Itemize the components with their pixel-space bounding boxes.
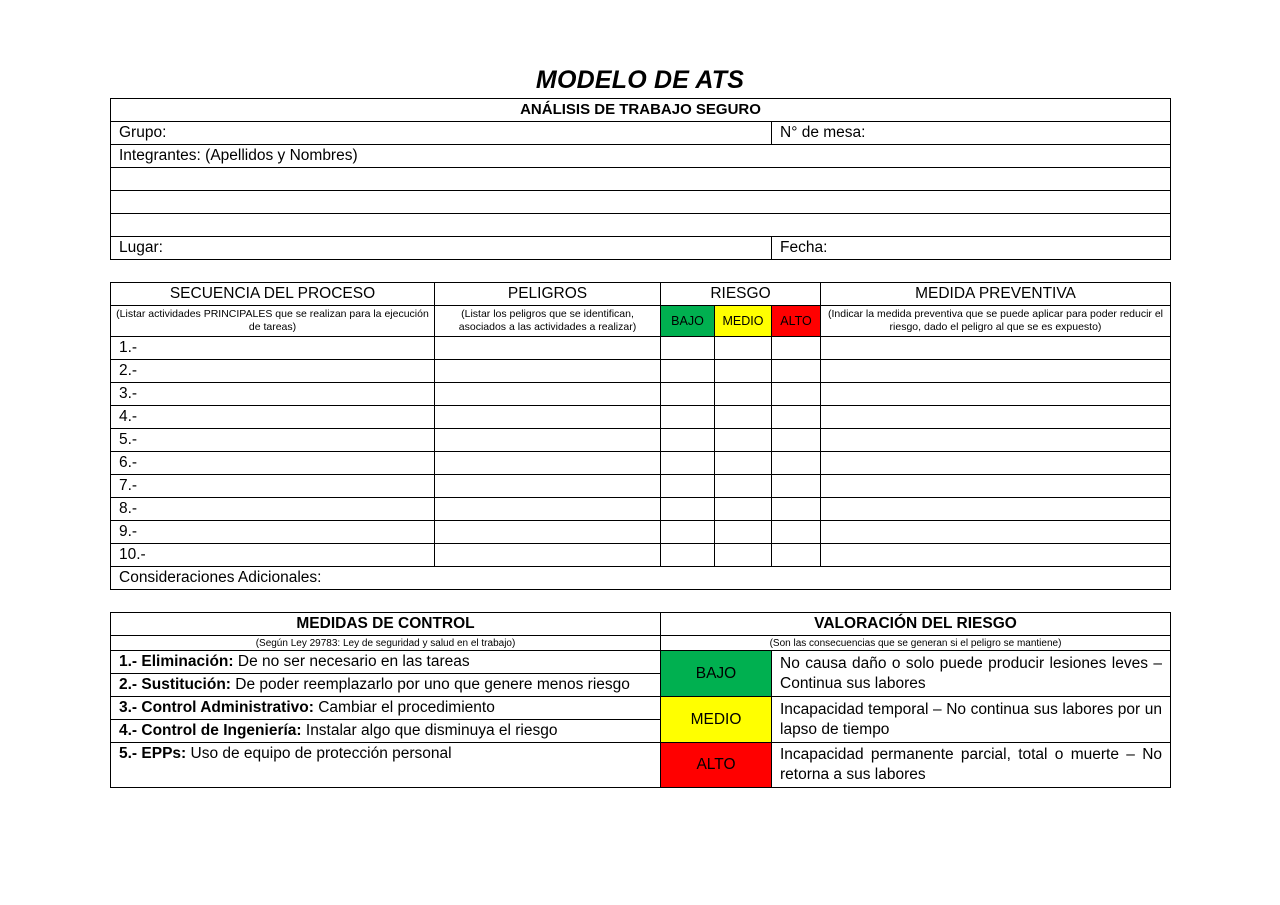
col-peligros: PELIGROS — [435, 283, 661, 306]
grupo-field[interactable]: Grupo: — [111, 122, 772, 145]
level-alto: ALTO — [661, 743, 772, 788]
table-row — [111, 360, 1171, 383]
medio-cell[interactable] — [715, 429, 772, 452]
peligro-cell[interactable] — [435, 544, 661, 567]
alto-cell[interactable] — [772, 360, 821, 383]
medida-cell[interactable] — [821, 498, 1171, 521]
medida-cell[interactable] — [821, 475, 1171, 498]
bajo-cell[interactable] — [661, 429, 715, 452]
medida-cell[interactable] — [821, 383, 1171, 406]
medio-cell[interactable] — [715, 521, 772, 544]
table-row — [111, 406, 1171, 429]
peligro-cell[interactable] — [435, 452, 661, 475]
row-number[interactable]: 3.- — [111, 383, 435, 406]
row-number[interactable]: 1.- — [111, 337, 435, 360]
level-alto-desc: Incapacidad permanente parcial, total o muerte – No retorna a sus labores — [772, 743, 1171, 788]
bajo-cell[interactable] — [661, 498, 715, 521]
integrantes-label: Integrantes: (Apellidos y Nombres) — [111, 145, 1171, 168]
riesgo-alto-label: ALTO — [772, 306, 821, 337]
col-secuencia: SECUENCIA DEL PROCESO — [111, 283, 435, 306]
bajo-cell[interactable] — [661, 406, 715, 429]
control-item-title: 3.- Control Administrativo: — [119, 699, 314, 716]
subtitle: ANÁLISIS DE TRABAJO SEGURO — [111, 99, 1171, 122]
control-item-title: 2.- Sustitución: — [119, 676, 231, 693]
control-item-3 — [111, 697, 661, 720]
control-item-text: De no ser necesario en las tareas — [233, 653, 470, 670]
table-row — [111, 337, 1171, 360]
fecha-field[interactable]: Fecha: — [772, 237, 1171, 260]
bajo-cell[interactable] — [661, 383, 715, 406]
medida-cell[interactable] — [821, 521, 1171, 544]
peligro-cell[interactable] — [435, 475, 661, 498]
table-row — [111, 544, 1171, 567]
row-number[interactable]: 6.- — [111, 452, 435, 475]
integrantes-line-3[interactable] — [111, 214, 1171, 237]
bajo-cell[interactable] — [661, 521, 715, 544]
alto-cell[interactable] — [772, 475, 821, 498]
medio-cell[interactable] — [715, 452, 772, 475]
mesa-field[interactable]: N° de mesa: — [772, 122, 1171, 145]
riesgo-bajo-label: BAJO — [661, 306, 715, 337]
head-valoracion: VALORACIÓN DEL RIESGO — [661, 613, 1171, 636]
alto-cell[interactable] — [772, 498, 821, 521]
medio-cell[interactable] — [715, 406, 772, 429]
bajo-cell[interactable] — [661, 475, 715, 498]
control-item-2 — [111, 674, 661, 697]
control-item-1 — [111, 651, 661, 674]
col-riesgo: RIESGO — [661, 283, 821, 306]
control-table — [110, 612, 1171, 788]
alto-cell[interactable] — [772, 544, 821, 567]
medio-cell[interactable] — [715, 544, 772, 567]
level-medio: MEDIO — [661, 697, 772, 743]
alto-cell[interactable] — [772, 452, 821, 475]
row-number[interactable]: 5.- — [111, 429, 435, 452]
control-item-text: De poder reemplazarlo por uno que genere menos riesgo — [230, 676, 630, 693]
header-table — [110, 98, 1171, 260]
medio-cell[interactable] — [715, 360, 772, 383]
control-item-text: Uso de equipo de protección personal — [186, 745, 452, 762]
integrantes-line-2[interactable] — [111, 191, 1171, 214]
alto-cell[interactable] — [772, 429, 821, 452]
medio-cell[interactable] — [715, 475, 772, 498]
row-number[interactable]: 10.- — [111, 544, 435, 567]
bajo-cell[interactable] — [661, 360, 715, 383]
process-table — [110, 282, 1171, 590]
medida-cell[interactable] — [821, 544, 1171, 567]
integrantes-line-1[interactable] — [111, 168, 1171, 191]
table-row — [111, 521, 1171, 544]
table-row — [111, 475, 1171, 498]
peligro-cell[interactable] — [435, 521, 661, 544]
control-item-title: 5.- EPPs: — [119, 745, 187, 762]
alto-cell[interactable] — [772, 383, 821, 406]
peligro-cell[interactable] — [435, 498, 661, 521]
peligro-cell[interactable] — [435, 383, 661, 406]
control-item-text: Instalar algo que disminuya el riesgo — [301, 722, 558, 739]
page-title: MODELO DE ATS — [535, 66, 745, 94]
alto-cell[interactable] — [772, 337, 821, 360]
medio-cell[interactable] — [715, 337, 772, 360]
control-item-title: 1.- Eliminación: — [119, 653, 234, 670]
bajo-cell[interactable] — [661, 337, 715, 360]
control-item-4 — [111, 720, 661, 743]
control-item-text: Cambiar el procedimiento — [313, 699, 495, 716]
lugar-field[interactable]: Lugar: — [111, 237, 772, 260]
medida-cell[interactable] — [821, 360, 1171, 383]
table-row — [111, 498, 1171, 521]
peligro-cell[interactable] — [435, 360, 661, 383]
control-item-5 — [111, 743, 661, 788]
bajo-cell[interactable] — [661, 452, 715, 475]
medio-cell[interactable] — [715, 383, 772, 406]
medida-cell[interactable] — [821, 406, 1171, 429]
table-row — [111, 452, 1171, 475]
note-medida: (Indicar la medida preventiva que se puede aplicar para poder reducir el riesgo, dado el peligro al que se es expuesto) — [821, 306, 1171, 337]
note-valoracion: (Son las consecuencias que se generan si el peligro se mantiene) — [661, 636, 1171, 651]
level-bajo: BAJO — [661, 651, 772, 697]
medida-cell[interactable] — [821, 429, 1171, 452]
row-number[interactable]: 8.- — [111, 498, 435, 521]
table-row — [111, 383, 1171, 406]
medida-cell[interactable] — [821, 452, 1171, 475]
col-medida: MEDIDA PREVENTIVA — [821, 283, 1171, 306]
alto-cell[interactable] — [772, 406, 821, 429]
level-medio-desc: Incapacidad temporal – No continua sus labores por un lapso de tiempo — [772, 697, 1171, 743]
row-number[interactable]: 7.- — [111, 475, 435, 498]
medida-cell[interactable] — [821, 337, 1171, 360]
note-peligros: (Listar los peligros que se identifican, asociados a las actividades a realizar) — [435, 306, 661, 337]
note-medidas: (Según Ley 29783: Ley de seguridad y salud en el trabajo) — [111, 636, 661, 651]
peligro-cell[interactable] — [435, 406, 661, 429]
row-number[interactable]: 2.- — [111, 360, 435, 383]
head-medidas: MEDIDAS DE CONTROL — [111, 613, 661, 636]
note-secuencia: (Listar actividades PRINCIPALES que se realizan para la ejecución de tareas) — [111, 306, 435, 337]
riesgo-medio-label: MEDIO — [715, 306, 772, 337]
control-item-title: 4.- Control de Ingeniería: — [119, 722, 302, 739]
medio-cell[interactable] — [715, 498, 772, 521]
consideraciones-field[interactable]: Consideraciones Adicionales: — [111, 567, 1171, 590]
table-row — [111, 429, 1171, 452]
level-bajo-desc: No causa daño o solo puede producir lesiones leves – Continua sus labores — [772, 651, 1171, 697]
peligro-cell[interactable] — [435, 337, 661, 360]
bajo-cell[interactable] — [661, 544, 715, 567]
peligro-cell[interactable] — [435, 429, 661, 452]
alto-cell[interactable] — [772, 521, 821, 544]
row-number[interactable]: 9.- — [111, 521, 435, 544]
row-number[interactable]: 4.- — [111, 406, 435, 429]
